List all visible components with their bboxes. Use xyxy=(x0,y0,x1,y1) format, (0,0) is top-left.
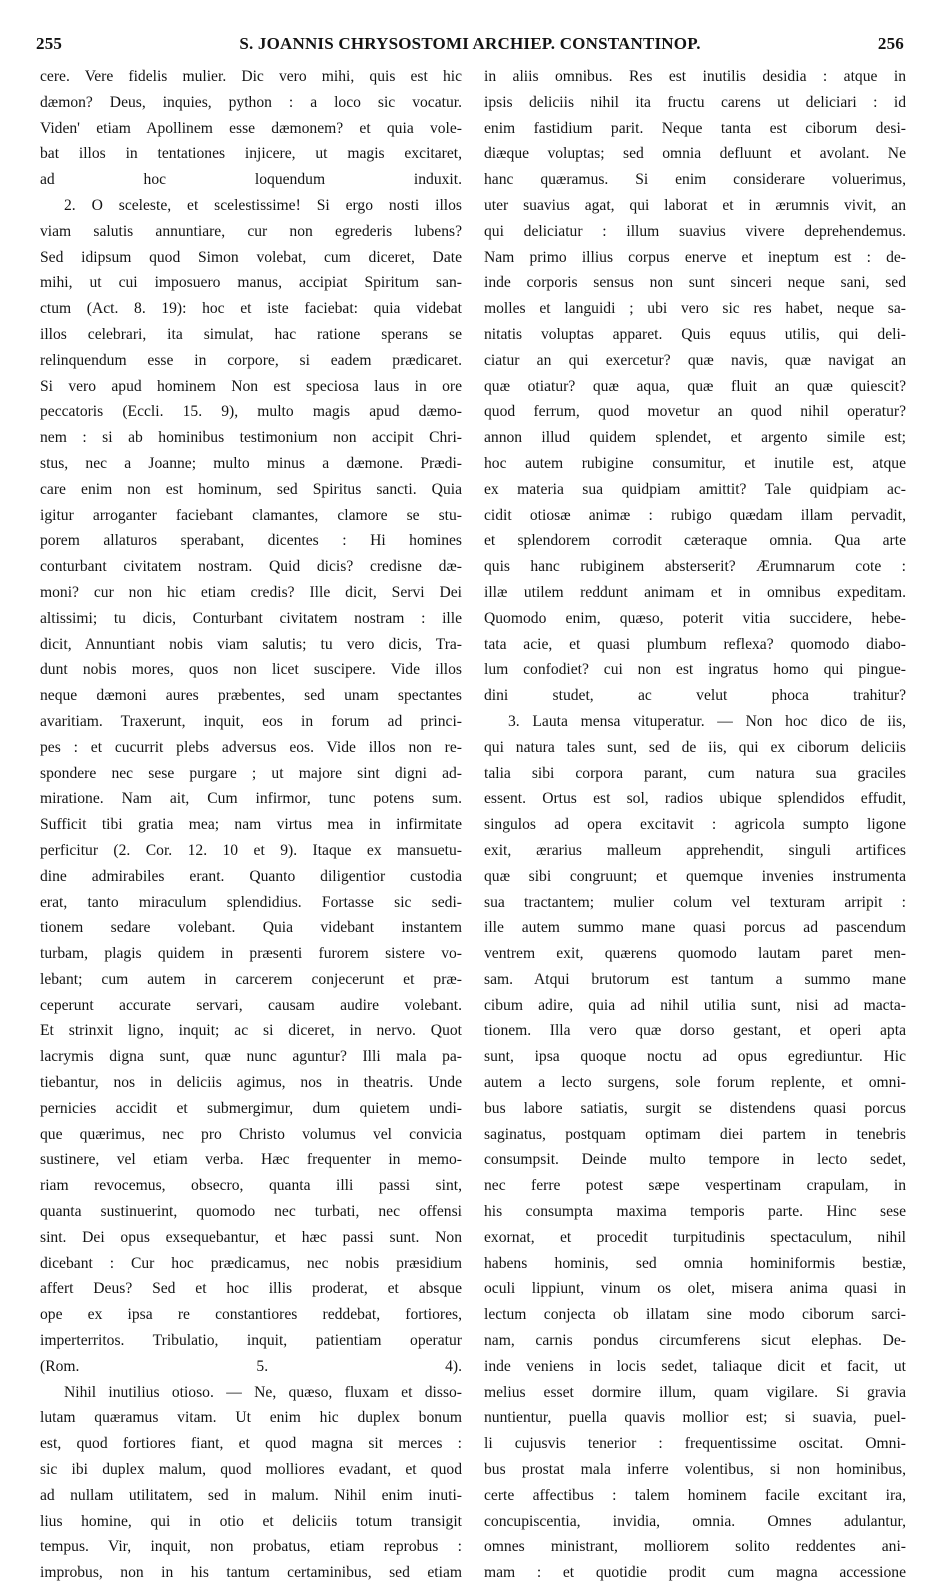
text-line: sustinere, vel etiam verba. Hæc frequenter in memo- xyxy=(40,1151,462,1169)
text-line: Nam primo illius corpus enerve et ineptum est : de- xyxy=(484,248,906,266)
text-line: peccatoris (Eccli. 15. 9), multo magis apud dæmo- xyxy=(40,403,462,421)
text-line: quæ otiatur? quæ aqua, quæ fluit an quæ quiescit? xyxy=(484,377,906,395)
text-line: dine admirabiles erant. Quanto diligentior custodia xyxy=(40,867,462,885)
text-line: (Rom. 5. 4). xyxy=(40,1357,462,1375)
text-line: mihi, ut cui imposuero manus, accipiat Spiritum san- xyxy=(40,274,462,292)
text-line: mam : et quotidie prodit cum magna accessione xyxy=(484,1564,906,1582)
text-line: stus, nec a Joanne; multo minus a dæmone. Prædi- xyxy=(40,454,462,472)
text-line: Quomodo enim, quæso, poterit vitia succidere, hebe- xyxy=(484,609,906,627)
text-line: ad nullam utilitatem, sed in malum. Nihil enim inuti- xyxy=(40,1486,462,1504)
text-line: cibum adire, quia ad nihil utilia sunt, nisi ad macta- xyxy=(484,996,906,1014)
text-line: cidit otiosæ animæ : rubigo quædam illam pervadit, xyxy=(484,506,906,524)
text-line: inde corporis sensus non sunt sinceri neque sani, sed xyxy=(484,274,906,292)
text-line: dunt nobis mores, quos non licet suscipere. Vide illos xyxy=(40,661,462,679)
text-line: ceperunt accurate servari, causam audire volebant. xyxy=(40,996,462,1014)
text-line: qui deliciatur : illum suavius vivere deprehendemus. xyxy=(484,222,906,240)
text-line: Si vero apud hominem Non est speciosa laus in ore xyxy=(40,377,462,395)
text-line: nem : si ab hominibus testimonium non accipit Chri- xyxy=(40,429,462,447)
text-line: quod ferrum, quod movetur an quod nihil operatur? xyxy=(484,403,906,421)
text-line: dini studet, ac velut phoca trahitur? xyxy=(484,687,906,705)
text-line: oculi lippiunt, vinum os olet, misera anima quasi in xyxy=(484,1280,906,1298)
text-line: bus prostat mala inferre volentibus, si non hominibus, xyxy=(484,1461,906,1479)
text-line: enim fastidium parit. Neque tanta est ciborum desi- xyxy=(484,119,906,137)
left-column xyxy=(40,64,462,1582)
text-line: ipsis deliciis nihil ita fructu carens ut deliciari : id xyxy=(484,93,906,111)
text-line: exit, ærarius malleum apprehendit, singuli artifices xyxy=(484,841,906,859)
text-line: lius homine, qui in otio et deliciis totum transigit xyxy=(40,1512,462,1530)
text-line: Viden' etiam Apollinem esse dæmonem? et quia vole- xyxy=(40,119,462,137)
text-line: inde veniens in locis sedet, taliaque dicit et facit, ut xyxy=(484,1357,906,1375)
text-line: ille autem summo mane quasi porcus ad pascendum xyxy=(484,919,906,937)
text-line: illæ utilem reddunt animam et in omnibus expeditam. xyxy=(484,583,906,601)
text-line: lutam quæramus vitam. Ut enim hic duplex bonum xyxy=(40,1409,462,1427)
text-line: lebant; cum autem in carcerem conjecerunt et præ- xyxy=(40,970,462,988)
text-line: 3. Lauta mensa vituperatur. — Non hoc dico de iis, xyxy=(508,712,906,730)
text-line: concupiscentia, invidia, omnia. Omnes adulantur, xyxy=(484,1512,906,1530)
text-line: improbus, non in his tantum certaminibus, sed etiam xyxy=(40,1564,462,1582)
text-line: imperterritos. Tribulatio, inquit, patientiam operatur xyxy=(40,1332,462,1350)
text-line: altissimi; tu dicis, Conturbant civitatem nostram : ille xyxy=(40,609,462,627)
text-line: porem allaturos sperabant, dicentes : Hi homines xyxy=(40,532,462,550)
text-line: molles et languidi ; ubi vero sic res habet, neque sa- xyxy=(484,300,906,318)
text-line: sunt, ipsa quoque noctu ad opus egrediuntur. Hic xyxy=(484,1048,906,1066)
text-line: bat illos in tentationes injicere, ut magis excitaret, xyxy=(40,145,462,163)
text-line: tata acie, et quasi plumbum reflexa? quomodo diabo- xyxy=(484,635,906,653)
text-line: dicit, Annuntiant nobis viam salutis; tu vero dicis, Tra- xyxy=(40,635,462,653)
text-line: pes : et cucurrit plebs adversus eos. Vide illos non re- xyxy=(40,738,462,756)
text-line: quæ sibi congruunt; et quemque invenies instrumenta xyxy=(484,867,906,885)
text-line: conturbant civitatem nostram. Quid dicis? credisne dæ- xyxy=(40,558,462,576)
text-line: hoc autem rubigine consumitur, et inutile est, atque xyxy=(484,454,906,472)
text-line: ex materia sua quidpiam amittit? Tale quidpiam ac- xyxy=(484,480,906,498)
text-line: Sufficit tibi gratia mea; nam virtus mea in infirmitate xyxy=(40,816,462,834)
text-line: diæque voluptas; sed omnia defluunt et avolant. Ne xyxy=(484,145,906,163)
text-line: perficitur (2. Cor. 12. 10 et 9). Itaque ex mansuetu- xyxy=(40,841,462,859)
text-line: neque dæmoni aures præbentes, sed unam spectantes xyxy=(40,687,462,705)
running-title: S. JOANNIS CHRYSOSTOMI ARCHIEP. CONSTANTINOP. xyxy=(239,34,701,53)
text-line: ad hoc loquendum induxit. xyxy=(40,171,462,189)
text-line: singulos ad opera excitavit : agricola sumpto ligone xyxy=(484,816,906,834)
text-line: sic ibi duplex malum, quod molliores evadant, et quod xyxy=(40,1461,462,1479)
text-line: que quærimus, nec pro Christo volumus vel convicia xyxy=(40,1125,462,1143)
text-line: est, quod fortiores fiant, et quod magna sit merces : xyxy=(40,1435,462,1453)
text-line: lacrymis digna sunt, quæ nunc aguntur? Illi mala pa- xyxy=(40,1048,462,1066)
text-line: viam salutis annuntiare, cur non egrederis lubens? xyxy=(40,222,462,240)
text-line: omnes ministrant, molliorem solito reddentes ani- xyxy=(484,1538,906,1556)
text-line: lectum conjecta ob illatam sine modo ciborum sarci- xyxy=(484,1306,906,1324)
text-line: spondere nec sese purgare ; ut majore sint digni ad- xyxy=(40,764,462,782)
text-line: Nihil inutilius otioso. — Ne, quæso, fluxam et disso- xyxy=(64,1383,462,1401)
text-line: bus labore satiatis, surgit se distendens quasi porcus xyxy=(484,1099,906,1117)
column-text xyxy=(484,64,906,1586)
right-column xyxy=(484,64,906,1582)
text-line: illos celebrari, ita simulat, hac ratione sperans se xyxy=(40,325,462,343)
text-line: nitatis voluptas apparet. Quis equus utilis, qui deli- xyxy=(484,325,906,343)
text-line: ope ex ipsa re constantiores reddebat, fortiores, xyxy=(40,1306,462,1324)
text-line: qui natura tales sunt, sed de iis, qui ex ciborum deliciis xyxy=(484,738,906,756)
text-line: saginatus, postquam optimam diei partem in tenebris xyxy=(484,1125,906,1143)
page-number-left: 255 xyxy=(36,34,63,53)
page-header xyxy=(36,34,904,60)
text-line: consumpsit. Deinde multo tempore in lecto sedet, xyxy=(484,1151,906,1169)
text-line: avaritiam. Traxerunt, inquit, eos in forum ad princi- xyxy=(40,712,462,730)
text-line: nec ferre potest sæpe vespertinam crapulam, in xyxy=(484,1177,906,1195)
column-text xyxy=(40,64,462,1586)
text-line: dæmon? Deus, inquies, python : a loco sic vocatur. xyxy=(40,93,462,111)
text-line: sua tractantem; mulier colum vel texturam arripit : xyxy=(484,893,906,911)
text-line: annon illud quidem splendet, et argento simile est; xyxy=(484,429,906,447)
text-line: essent. Ortus est sol, radios ubique splendidos effudit, xyxy=(484,790,906,808)
text-line: relinquendum esse in corpore, si eadem prædicaret. xyxy=(40,351,462,369)
text-line: turbam, plagis quidem in præsenti furorem sistere vo- xyxy=(40,945,462,963)
text-line: tionem sedare volebant. Quia videbant instantem xyxy=(40,919,462,937)
text-line: exornat, et procedit turpitudinis spectaculum, nihil xyxy=(484,1228,906,1246)
text-line: melius esset dormire illum, quam vigilare. Si gravia xyxy=(484,1383,906,1401)
text-line: care enim non est hominum, sed Spiritus sancti. Quia xyxy=(40,480,462,498)
text-line: autem a lecto surgens, sole forum replente, et omni- xyxy=(484,1074,906,1092)
text-line: dicebant : Cur hoc prædicamus, nec nobis præsidium xyxy=(40,1254,462,1272)
text-line: 2. O scelestе, et scelestissime! Si ergo nosti illos xyxy=(64,196,462,214)
text-line: talia sibi corpora parant, cum natura sua graciles xyxy=(484,764,906,782)
text-line: in aliis omnibus. Res est inutilis desidia : atque in xyxy=(484,68,906,85)
text-line: tempus. Vir, inquit, non probatus, etiam reprobus : xyxy=(40,1538,462,1556)
text-line: quanta sustinuerint, quomodo nec turbati, nec offensi xyxy=(40,1203,462,1221)
text-line: miratione. Nam ait, Cum infirmor, tunc potens sum. xyxy=(40,790,462,808)
text-line: riam revocemus, obsecro, quanta illi passi sint, xyxy=(40,1177,462,1195)
text-line: habens hominis, sed omnia hominiformis bestiæ, xyxy=(484,1254,906,1272)
text-line: sam. Atqui brutorum est tantum a summo mane xyxy=(484,970,906,988)
text-line: ciatur an qui exercetur? quæ navis, quæ navigat an xyxy=(484,351,906,369)
text-line: certe affectibus : talem hominem facile excitant ira, xyxy=(484,1486,906,1504)
text-line: his consumpta maxima temporis parte. Hinc sese xyxy=(484,1203,906,1221)
text-line: sint. Dei opus exsequebantur, et hæc passi sunt. Non xyxy=(40,1228,462,1246)
text-line: nam, carnis pondus circumferens sicut elephas. De- xyxy=(484,1332,906,1350)
text-line: cere. Vere fidelis mulier. Dic vero mihi, quis est hic xyxy=(40,68,462,85)
text-line: et splendorem corrodit cæteraque omnia. Qua arte xyxy=(484,532,906,550)
text-line: moni? cur non hic etiam credis? Ille dicit, Servi Dei xyxy=(40,583,462,601)
text-line: affert Deus? Sed et hoc illis proderat, et absque xyxy=(40,1280,462,1298)
text-line: nuntientur, puella quavis mollior est; si suavia, puel- xyxy=(484,1409,906,1427)
text-line: tionem. Illa vero quæ dorso gestant, et operi apta xyxy=(484,1022,906,1040)
text-line: ventrem exit, quærens quomodo lautam paret men- xyxy=(484,945,906,963)
text-line: uter suavius agat, qui laborat et in ærumnis vivit, an xyxy=(484,196,906,214)
page-number-right: 256 xyxy=(877,34,904,53)
text-line: Et strinxit ligno, inquit; ac si diceret, in nervo. Quot xyxy=(40,1022,462,1040)
text-line: ctum (Act. 8. 19): hoc et iste faciebat: quia videbat xyxy=(40,300,462,318)
text-line: tiebantur, nos in deliciis agimus, nos in theatris. Unde xyxy=(40,1074,462,1092)
text-line: lum confodiet? cui non est ingratus homo qui pingue- xyxy=(484,661,906,679)
text-line: erat, tanto miraculum splendidius. Fortasse sic sedi- xyxy=(40,893,462,911)
text-line: Sed idipsum quod Simon volebat, cum diceret, Date xyxy=(40,248,462,266)
text-line: hanc quæramus. Si enim considerare voluerimus, xyxy=(484,171,906,189)
text-line: quis hanc rubiginem absterserit? Ærumnarum cote : xyxy=(484,558,906,576)
text-line: pernicies accidit et submergimur, dum quietem undi- xyxy=(40,1099,462,1117)
text-line: li cujusvis tenerior : frequentissime oscitat. Omni- xyxy=(484,1435,906,1453)
text-line: igitur arroganter faciebant clamantes, clamore se stu- xyxy=(40,506,462,524)
